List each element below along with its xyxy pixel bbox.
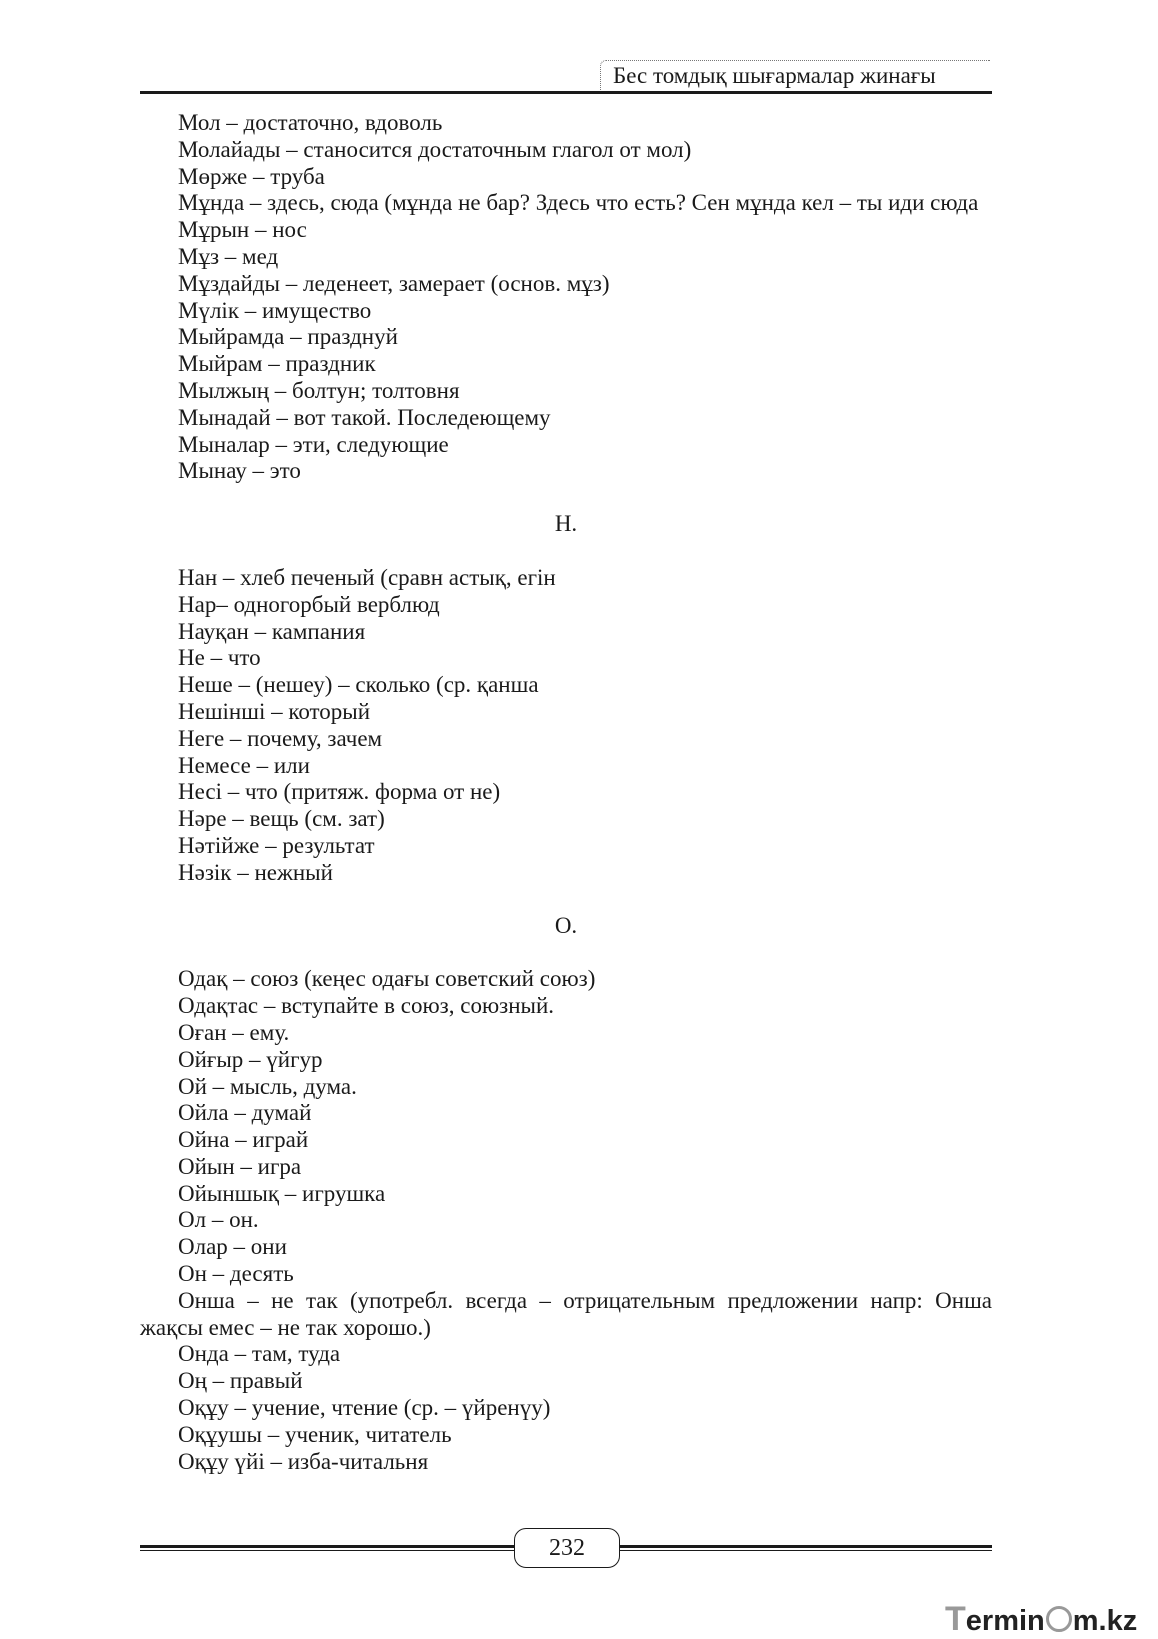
glossary-entry: Ойғыр – үйгур	[178, 1046, 323, 1072]
glossary-entry: Олар – они	[178, 1234, 287, 1260]
glossary-entry: Неше – (нешеу) – сколько (ср. қанша	[178, 672, 539, 698]
section-heading: О.	[554, 912, 578, 938]
glossary-entry: Мынадай – вот такой. Последеющему	[178, 404, 551, 430]
watermark-text-part1: ermin	[965, 1605, 1045, 1637]
glossary-entry: Оған – ему.	[178, 1019, 290, 1045]
glossary-entry: Мол – достаточно, вдоволь	[178, 110, 443, 135]
glossary-entry: Ойна – играй	[178, 1127, 309, 1153]
glossary-entry: Нәтійже – результат	[178, 832, 375, 858]
glossary-entry: Несі – что (притяж. форма от не)	[178, 779, 501, 805]
header-rule	[140, 91, 992, 94]
glossary-entry: Науқан – кампания	[178, 618, 366, 644]
glossary-entry: Мыйрамда – празднуй	[178, 324, 398, 350]
glossary-entry: Одақ – союз (кеңес одағы советский союз)	[178, 966, 596, 992]
glossary-entry: Мөрже – труба	[178, 163, 325, 189]
glossary-entry: Мынау – это	[178, 458, 301, 484]
footer-rule-left	[140, 1545, 516, 1551]
magnifier-icon	[1046, 1606, 1072, 1632]
glossary-entry: Онша – не так (употребл. всегда – отрицательным предложении напр: Онша жақсы емес – не так хорошо.)	[140, 1287, 992, 1340]
glossary-entry: Мыйрам – праздник	[178, 351, 376, 377]
termincom-watermark-logo	[945, 1600, 1137, 1639]
glossary-entry: Он – десять	[178, 1261, 294, 1287]
watermark-text-part2: m.kz	[1072, 1605, 1138, 1637]
glossary-entry: Нәзік – нежный	[178, 859, 333, 885]
glossary-entry: Онда – там, туда	[178, 1341, 341, 1367]
glossary-entry: Одақтас – вступайте в союз, союзный.	[178, 993, 555, 1019]
glossary-entry: Молайады – станосится достаточным глагол от мол)	[178, 136, 692, 162]
glossary-entry: Мұнда – здесь, сюда (мұнда не бар? Здесь что есть? Сен мұнда кел – ты иди сюда	[178, 190, 979, 216]
glossary-entry: Ой – мысль, дума.	[178, 1073, 357, 1099]
glossary-entry: Нешінші – который	[178, 698, 371, 724]
glossary-entry: Ойла – думай	[178, 1100, 312, 1126]
footer-rule-right	[618, 1545, 992, 1551]
glossary-entry: Немесе – или	[178, 752, 310, 778]
section-m	[140, 110, 992, 485]
glossary-entry: Оқұушы – ученик, читатель	[178, 1421, 452, 1447]
glossary-entry: Нар– одногорбый верблюд	[178, 591, 440, 617]
glossary-entry: Нәре – вещь (см. зат)	[178, 806, 385, 832]
glossary-entry: Мұз – мед	[178, 243, 279, 269]
glossary-entry: Оқұу – учение, чтение (ср. – үйренүу)	[178, 1395, 551, 1421]
section-n	[140, 511, 992, 886]
glossary-entry: Неге – почему, зачем	[178, 725, 383, 751]
watermark-t-letter: T	[945, 1600, 966, 1638]
glossary-entry: Ол – он.	[178, 1207, 259, 1233]
section-o	[140, 913, 992, 1476]
glossary-entry: Мұздайды – леденеет, замерает (основ. мұз)	[178, 270, 610, 296]
glossary-entry: Ойын – игра	[178, 1153, 302, 1179]
page-number: 232	[514, 1528, 620, 1568]
glossary-entry: Ойыншық – игрушка	[178, 1180, 386, 1206]
glossary-entry: Мүлік – имущество	[178, 297, 372, 323]
glossary-entry: Нан – хлеб печеный (сравн астық, егін	[178, 564, 556, 590]
glossary-entry: Мұрын – нос	[178, 217, 307, 243]
glossary-entry: Мылжың – болтун; толтовня	[178, 377, 460, 403]
glossary-content	[140, 110, 992, 1475]
glossary-entry: Оң – правый	[178, 1368, 303, 1394]
glossary-entry: Оқұу үйі – изба-читальня	[178, 1448, 429, 1474]
glossary-entry: Не – что	[178, 645, 261, 671]
running-header-title: Бес томдық шығармалар жинағы	[600, 60, 990, 90]
section-heading: Н.	[554, 511, 578, 537]
glossary-entry: Мыналар – эти, следующие	[178, 431, 449, 457]
